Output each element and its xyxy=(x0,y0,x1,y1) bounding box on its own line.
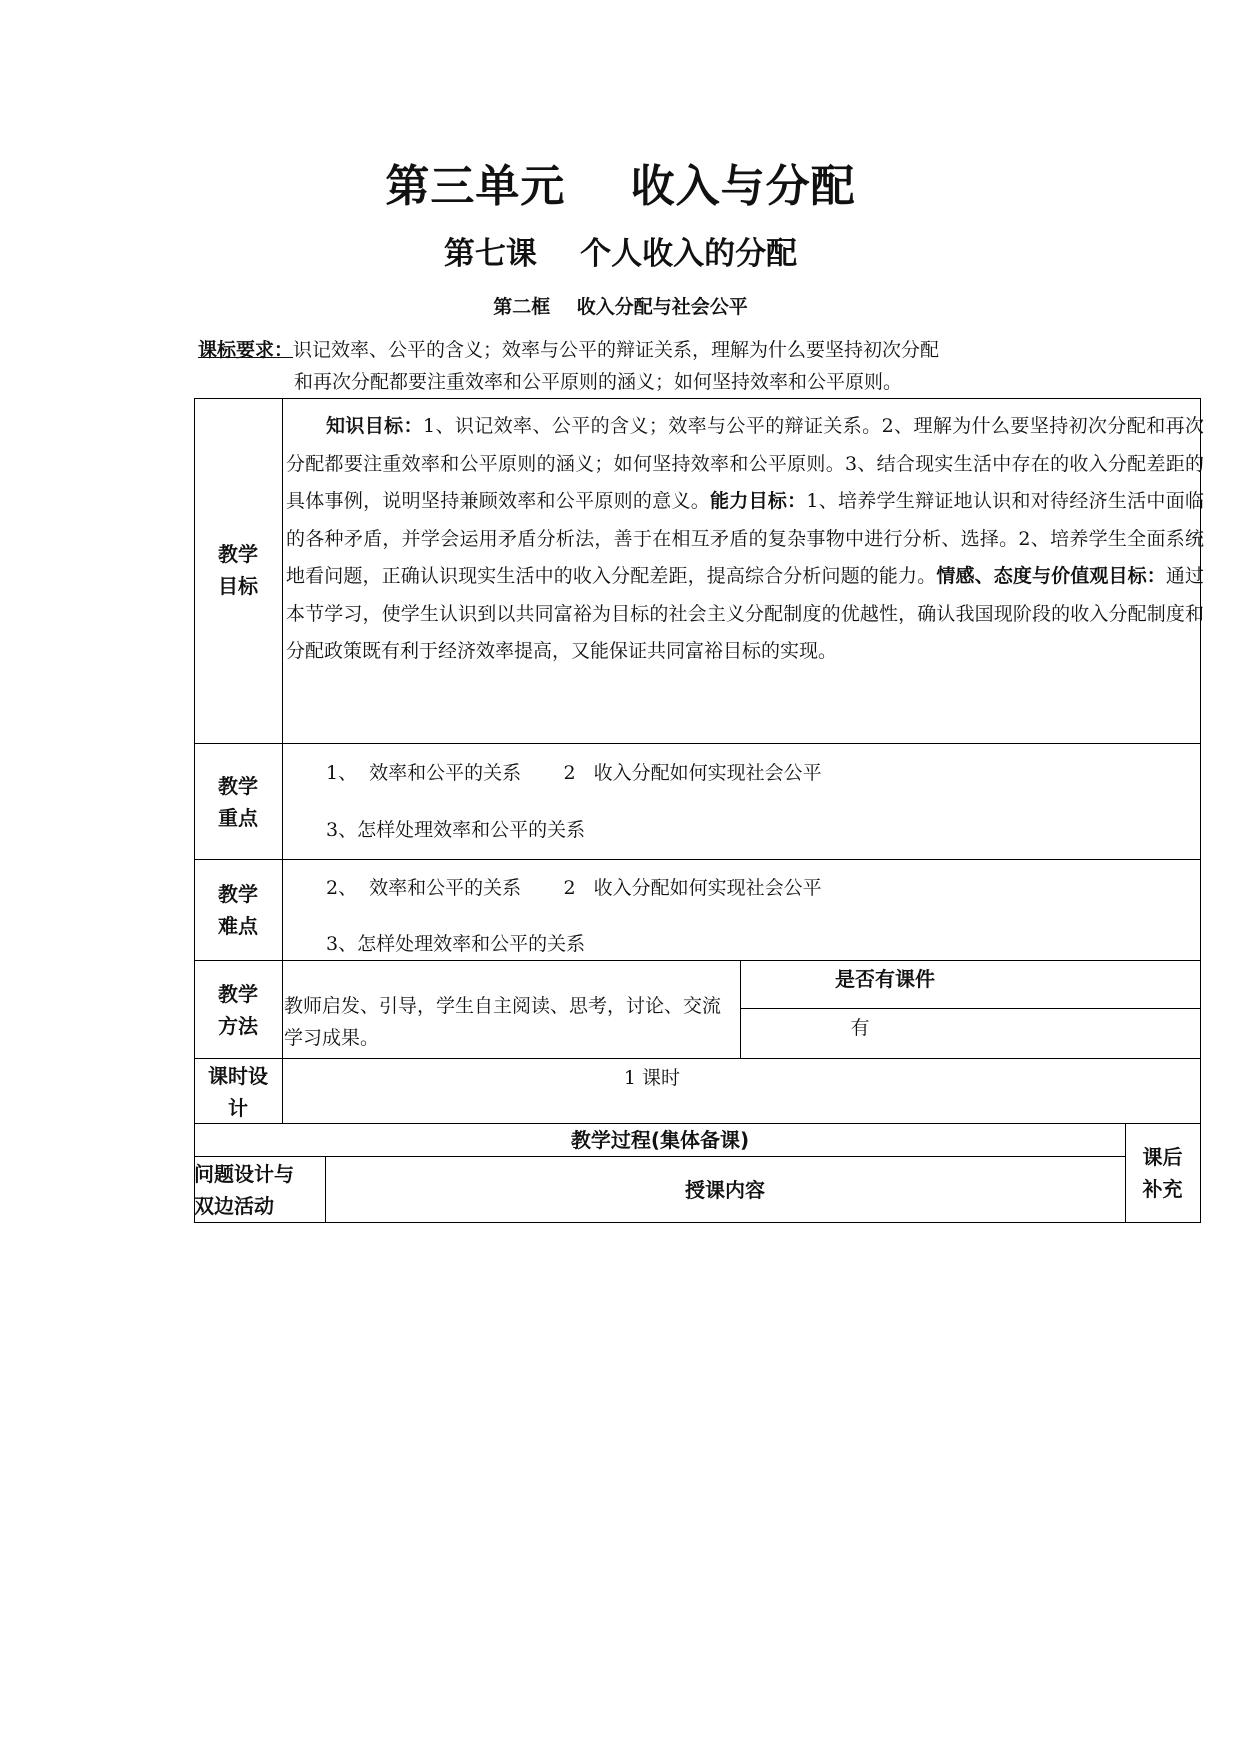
hours-value: 1 课时 xyxy=(623,1067,681,1089)
row-divider xyxy=(194,1058,1201,1059)
process-col1-line-1: 问题设计与 xyxy=(194,1162,294,1186)
row-divider xyxy=(194,960,1201,961)
section-title: 第二框 收入分配与社会公平 xyxy=(493,296,748,318)
method-text: 教师启发、引导，学生自主阅读、思考，讨论、交流学习成果。 xyxy=(284,995,722,1049)
process-col1-line-2: 双边活动 xyxy=(194,1194,274,1218)
ability-label: 能力目标： xyxy=(710,490,807,512)
requirements-label: 课标要求： xyxy=(198,339,294,361)
emotion-label: 情感、态度与价值观目标： xyxy=(936,565,1166,587)
emotion-text: 通过本节学习，使学生认识到以共同富裕为目标的社会主义分配制度的优越性，确认我国现阶段的收入分配制度和分配政策既有利于经济效率提高，又能保证共同富裕目标的实现。 xyxy=(286,565,1204,662)
row-divider xyxy=(194,1123,1201,1124)
process-col3-line-2: 补充 xyxy=(1142,1177,1183,1201)
row-divider xyxy=(194,743,1201,744)
ability-text: 1、培养学生辩证地认识和对待经济生活中面临的各种矛盾，并学会运用矛盾分析法，善于在相互矛盾的复杂事物中进行分析、选择。2、培养学生全面系统地看问题，正确认识现实生活中的收入分配差距，提高综合分析问题的能力。 xyxy=(286,490,1204,587)
process-col3-line-1: 课后 xyxy=(1142,1145,1183,1169)
row-divider xyxy=(740,1008,1201,1009)
row-divider xyxy=(194,1156,1126,1157)
process-col1-label xyxy=(194,1158,325,1222)
difficulties-label-line-1: 教学 xyxy=(218,882,258,906)
objectives-label-line-1: 教学 xyxy=(218,542,258,566)
hours-label xyxy=(194,1060,282,1124)
requirements-text-1: 识记效率、公平的含义；效率与公平的辩证关系，理解为什么要坚持初次分配 xyxy=(293,339,940,361)
knowledge-text: 1、识记效率、公平的含义；效率与公平的辩证关系。2、理解为什么要坚持初次分配和再次分配都要注重效率和公平原则的涵义；如何坚持效率和公平原则。3、结合现实生活中存在的收入分配差距的具体事例，说明坚持兼顾效率和公平原则的意义。 xyxy=(286,415,1204,512)
difficulties-line-1: 2、 效率和公平的关系 2 收入分配如何实现社会公平 xyxy=(326,877,822,899)
lesson-title: 第七课 个人收入的分配 xyxy=(443,236,798,272)
objectives-label-line-2: 目标 xyxy=(218,574,258,598)
process-col2-label: 授课内容 xyxy=(685,1178,765,1202)
hours-label-line-2: 计 xyxy=(228,1096,248,1120)
knowledge-label: 知识目标： xyxy=(326,415,423,437)
process-col3-label xyxy=(1125,1141,1200,1205)
difficulties-line-2: 3、怎样处理效率和公平的关系 xyxy=(326,933,586,955)
key-points-label xyxy=(194,770,282,834)
courseware-value: 有 xyxy=(850,1017,870,1039)
requirements-line-2: 和再次分配都要注重效率和公平原则的涵义；如何坚持效率和公平原则。 xyxy=(294,371,903,393)
key-points-label-line-1: 教学 xyxy=(218,774,258,798)
column-divider xyxy=(282,398,283,1123)
difficulties-label-line-2: 难点 xyxy=(218,914,258,938)
courseware-label: 是否有课件 xyxy=(835,967,935,991)
method-label xyxy=(194,978,282,1042)
objectives-text xyxy=(286,408,1204,671)
hours-label-line-1: 课时设 xyxy=(208,1064,268,1088)
difficulties-label xyxy=(194,878,282,942)
unit-title: 第三单元 收入与分配 xyxy=(385,161,856,212)
table-border-top xyxy=(194,398,1201,399)
method-label-line-2: 方法 xyxy=(218,1014,258,1038)
objectives-label xyxy=(194,538,282,602)
table-border-bottom xyxy=(194,1222,1201,1223)
key-points-label-line-2: 重点 xyxy=(218,806,258,830)
process-header: 教学过程(集体备课) xyxy=(570,1128,750,1152)
row-divider xyxy=(194,859,1201,860)
method-label-line-1: 教学 xyxy=(218,982,258,1006)
key-points-line-2: 3、怎样处理效率和公平的关系 xyxy=(326,819,586,841)
requirements-line-1 xyxy=(198,334,1098,366)
key-points-line-1: 1、 效率和公平的关系 2 收入分配如何实现社会公平 xyxy=(326,762,822,784)
